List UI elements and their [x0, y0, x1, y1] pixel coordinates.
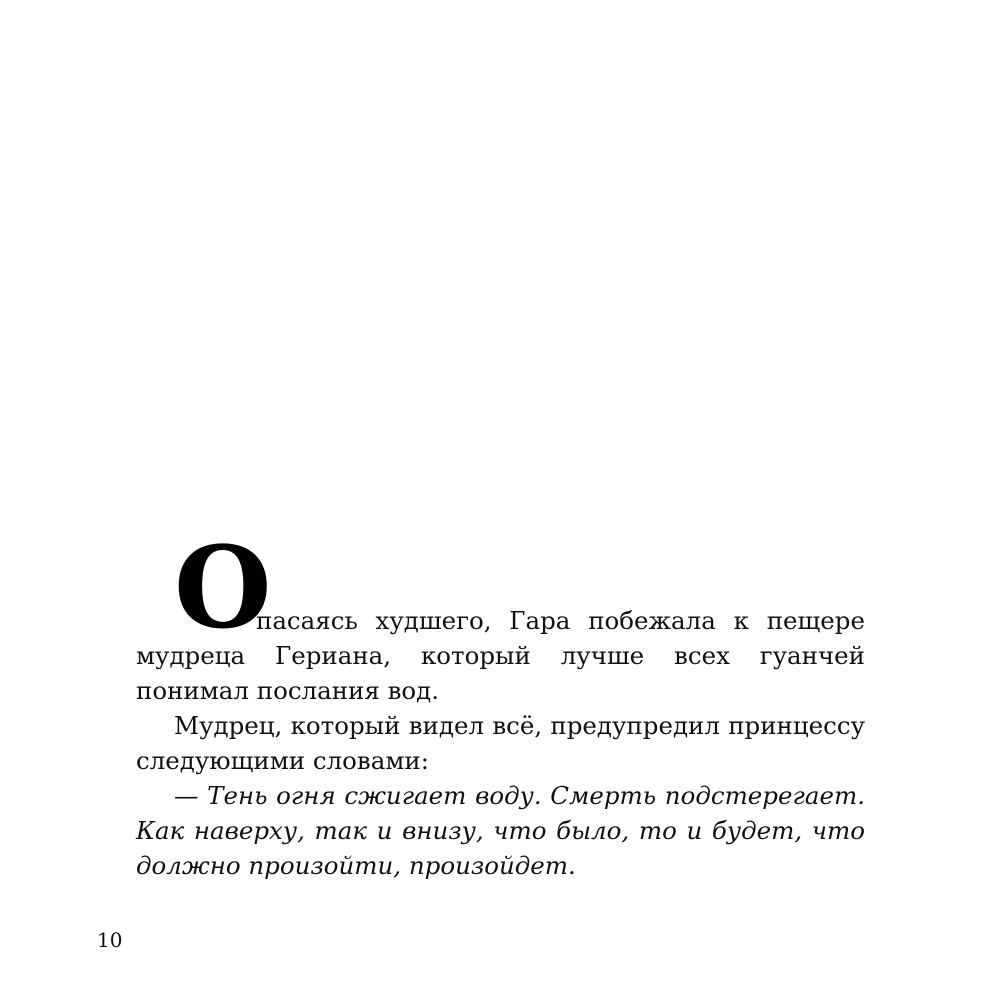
paragraph-2: Мудрец, который видел всё, предупредил принцессу следующими словами: [136, 711, 865, 775]
drop-cap: О [174, 523, 272, 654]
page-number: 10 [97, 928, 123, 952]
paragraph-3-quote: — Тень огня сжигает воду. Смерть подстерегает. Как наверху, так и внизу, что было, то и будет, что должно произойти, произойдет. [136, 781, 865, 880]
paragraph-1-text: пасаясь худшего, Гара побежала к пещере мудреца Гериана, который лучше всех гуанчей понимал послания вод. [136, 606, 865, 705]
text-block [136, 523, 865, 883]
